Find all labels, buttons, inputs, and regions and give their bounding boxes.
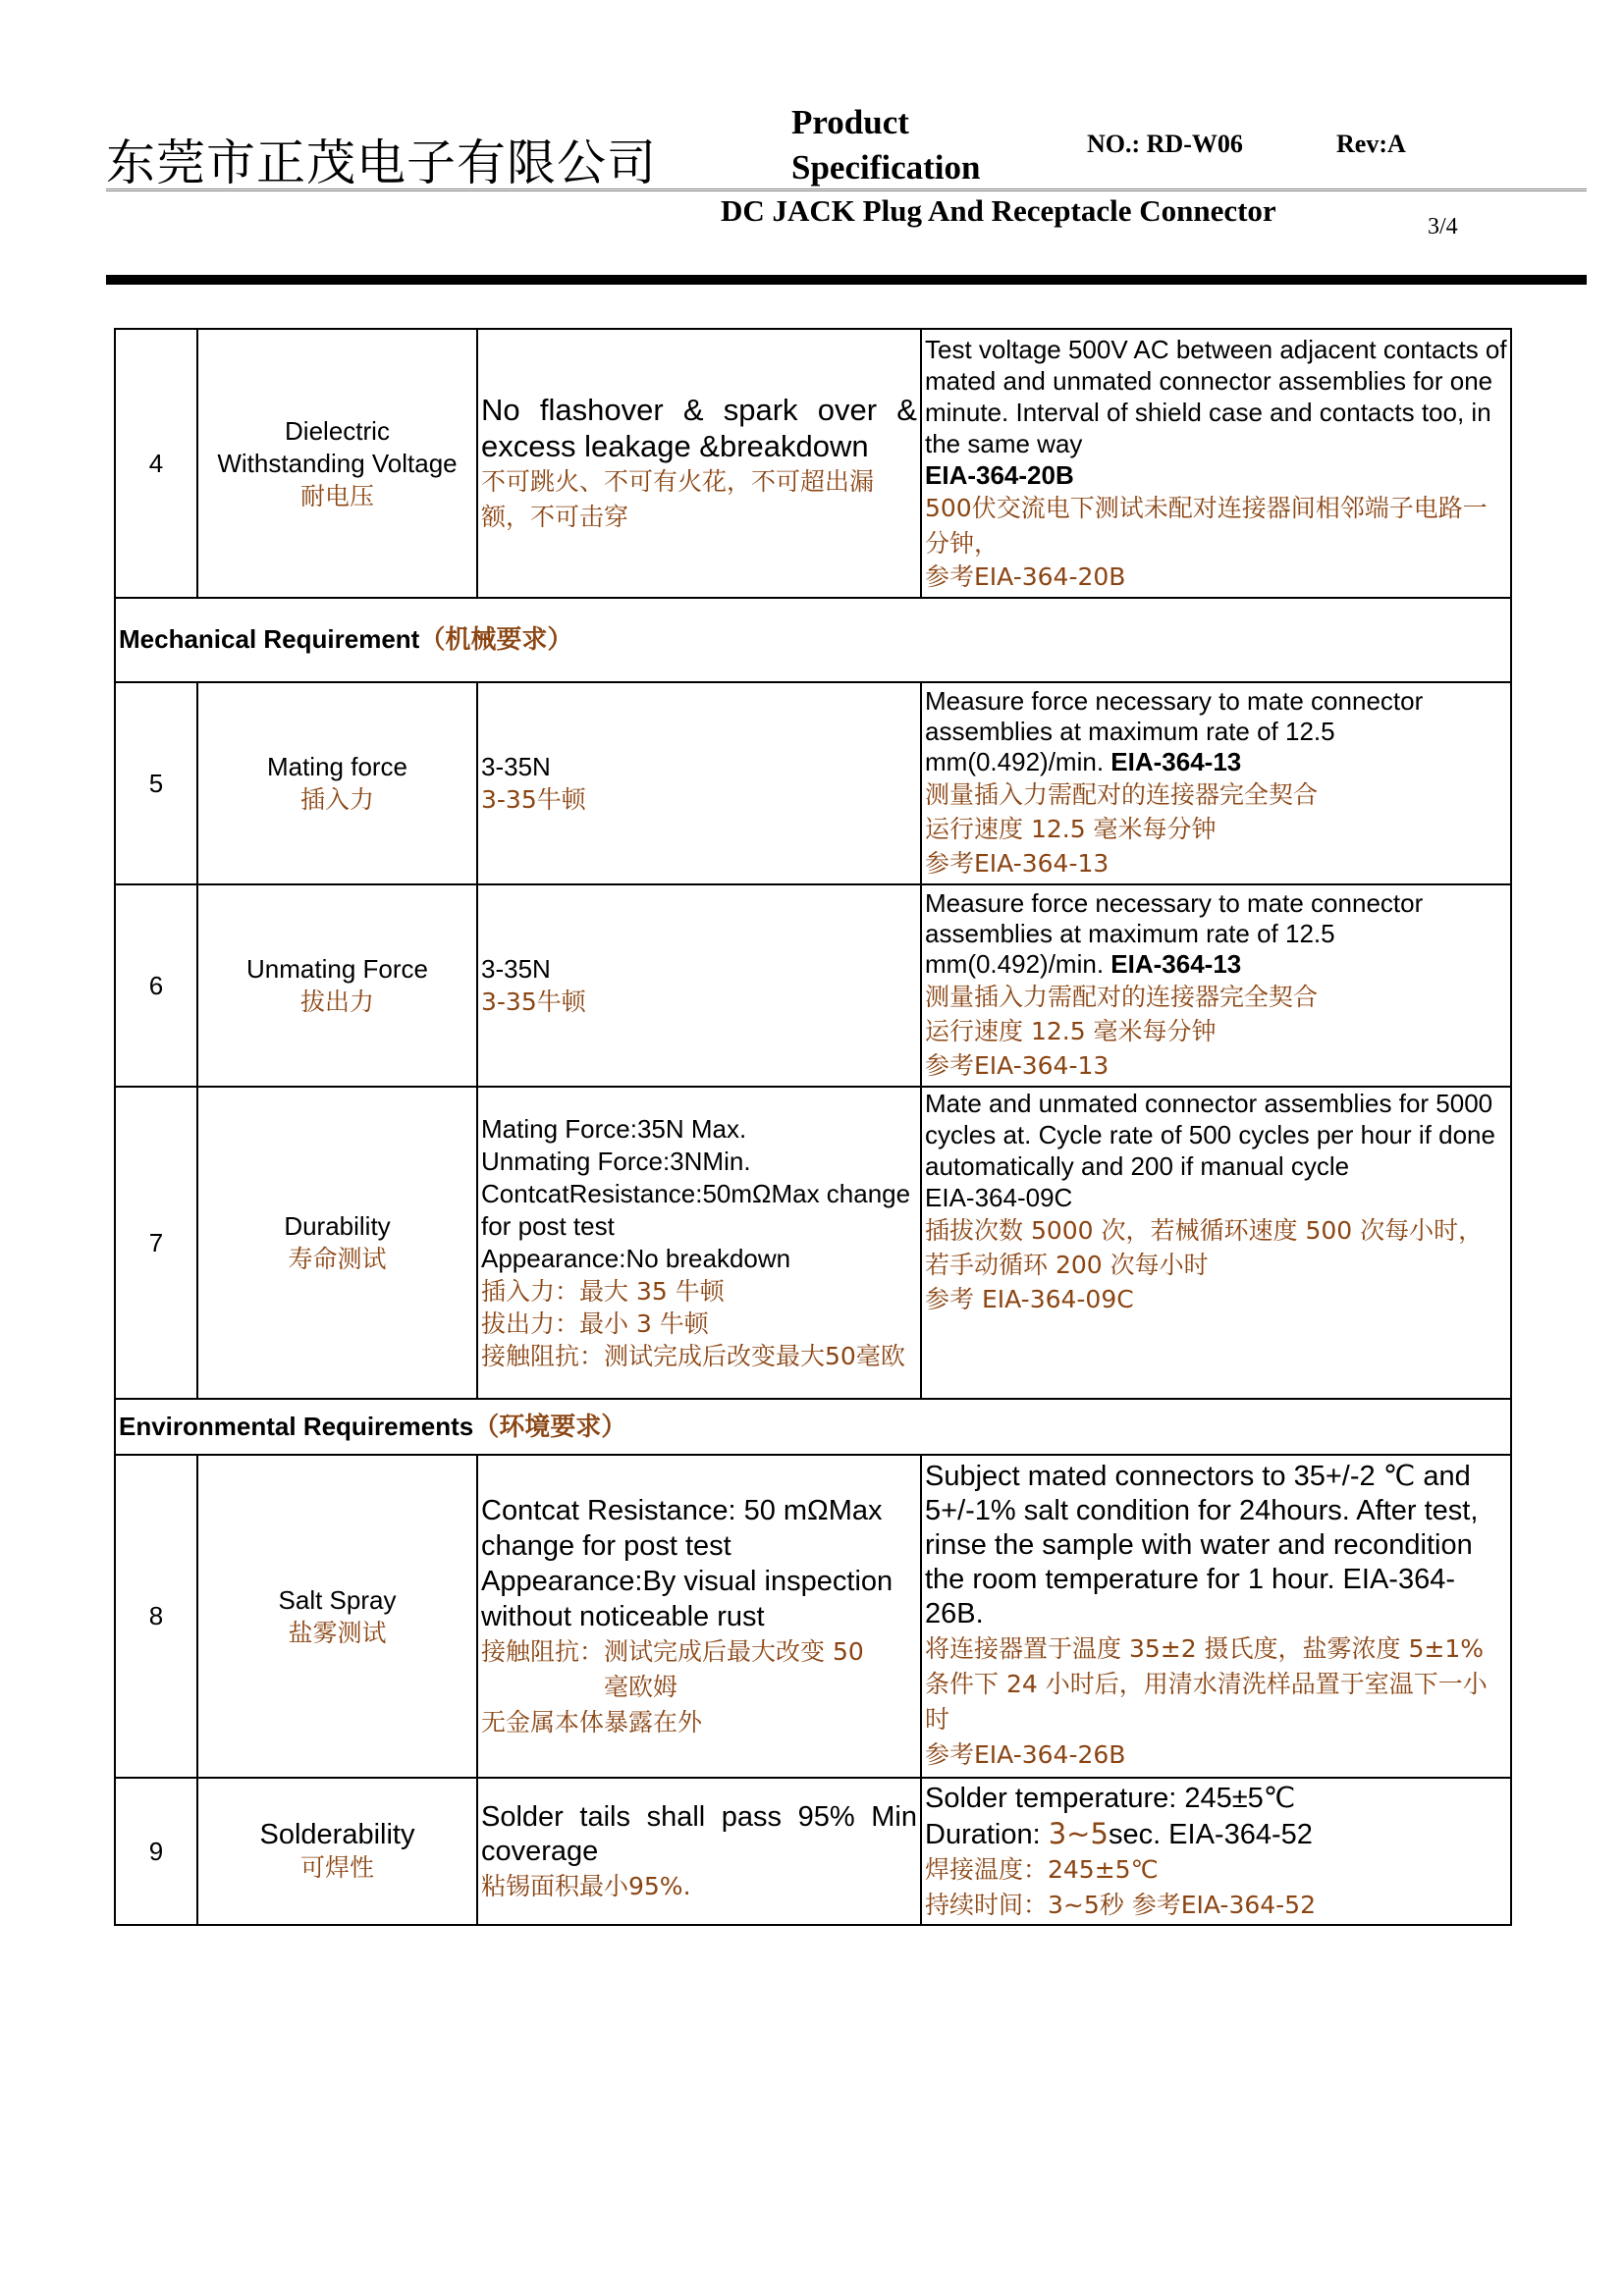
item-name-en: Durability	[284, 1211, 391, 1241]
method-cn: 500伏交流电下测试未配对连接器间相邻端子电路一分钟，	[925, 494, 1488, 558]
requirement-cell	[477, 329, 921, 598]
item-number: 7	[115, 1087, 197, 1399]
item-name-en: Salt Spray	[278, 1584, 397, 1615]
item-number: 4	[115, 329, 197, 598]
table-row	[115, 1455, 1511, 1778]
item-name-en: Withstanding Voltage	[217, 448, 458, 478]
company-name: 东莞市正茂电子有限公司	[106, 134, 657, 191]
requirement-en: Solder tails shall pass 95% Min coverage	[481, 1800, 917, 1867]
specification-table	[114, 328, 1512, 1926]
item-name	[197, 1455, 477, 1778]
requirement-cn: 不可跳火、不可有火花，不可超出漏额，不可击穿	[481, 467, 875, 531]
table-row	[115, 1087, 1511, 1399]
document-number: NO.: RD-W06	[1087, 130, 1243, 158]
table-row	[115, 329, 1511, 598]
method-en: Mate and unmated connector assemblies for 5000 cycles at. Cycle rate of 500 cycles per hour if done automatically and 200 if manual cycle	[925, 1089, 1495, 1181]
item-name-cn: 盐雾测试	[288, 1618, 387, 1647]
item-name	[197, 1778, 477, 1925]
item-name-en: Dielectric	[285, 415, 390, 446]
requirement-en: No flashover & spark over & excess leakage &breakdown	[481, 393, 917, 463]
requirement-cn: 3-35牛顿	[481, 988, 586, 1016]
test-method-cell	[921, 1778, 1511, 1925]
item-name-cn: 插入力	[299, 785, 374, 814]
item-number: 9	[115, 1778, 197, 1925]
method-cn: 参考 EIA-364-09C	[925, 1285, 1134, 1313]
section-title-en: Mechanical Requirement	[119, 624, 420, 654]
requirement-cn: 无金属本体暴露在外	[481, 1707, 703, 1736]
method-en: Solder temperature: 245±5℃	[925, 1782, 1296, 1814]
test-method-cell	[921, 682, 1511, 884]
item-name-en: Unmating Force	[246, 954, 428, 984]
section-title	[115, 598, 1511, 682]
method-cn: 焊接温度：245±5℃	[925, 1854, 1159, 1884]
section-title-cn: （机械要求）	[419, 625, 573, 655]
item-name-en: Solderability	[259, 1819, 415, 1850]
method-cn: 插拔次数 5000 次，若械循环速度 500 次每小时，若手动循环 200 次每小时	[925, 1216, 1484, 1279]
method-standard: EIA-364-13	[1110, 747, 1242, 776]
method-en: Measure force necessary to mate connector assemblies at maximum rate of 12.5 mm(0.492)/min.	[925, 888, 1424, 979]
requirement-cn: 接触阻抗：测试完成后最大改变 50	[481, 1636, 864, 1666]
method-cn: 将连接器置于温度 35±2 摄氏度，盐雾浓度 5±1%条件下 24 小时后，用清水清洗样品置于室温下一小时	[925, 1634, 1488, 1734]
table-row	[115, 682, 1511, 884]
requirement-cn: 插入力：最大 35 牛顿	[481, 1277, 725, 1306]
method-en: Subject mated connectors to 35+/-2 ℃ and 5+/-1% salt condition for 24hours. After test, rinse the sample with water and recondition the room temperature for 1 hour. EIA-364-26B.	[925, 1461, 1479, 1629]
item-name-cn: 耐电压	[299, 481, 374, 510]
table-row	[115, 884, 1511, 1087]
method-en: Test voltage 500V AC between adjacent contacts of mated and unmated connector assemblies for one minute. Interval of shield case and contacts too, in the same way	[925, 335, 1507, 458]
test-method-cell	[921, 329, 1511, 598]
method-cn: 参考EIA-364-20B	[925, 562, 1126, 591]
method-cn: 测量插入力需配对的连接器完全契合	[925, 983, 1319, 1011]
requirement-cell	[477, 1087, 921, 1399]
method-standard: EIA-364-13	[1110, 949, 1242, 979]
requirement-cell	[477, 884, 921, 1087]
item-name	[197, 329, 477, 598]
item-number: 6	[115, 884, 197, 1087]
requirement-cell	[477, 1455, 921, 1778]
requirement-cn: 粘锡面积最小95%.	[481, 1871, 691, 1900]
section-title-cn: （环境要求）	[473, 1412, 627, 1442]
requirement-en: Appearance:No breakdown	[481, 1244, 791, 1273]
section-title	[115, 1399, 1511, 1455]
method-standard: EIA-364-09C	[925, 1183, 1073, 1212]
requirement-cn: 毫欧姆	[604, 1672, 678, 1701]
method-cn: 运行速度 12.5 毫米每分钟	[925, 815, 1217, 843]
requirement-en: 3-35N	[481, 752, 551, 781]
header-thick-rule	[106, 275, 1587, 285]
requirement-en: ContcatResistance:50mΩMax change for post test	[481, 1179, 911, 1241]
item-name	[197, 884, 477, 1087]
requirement-en: Appearance:By visual inspection without noticeable rust	[481, 1565, 893, 1632]
method-cn: 持续时间：3~5秒 参考EIA-364-52	[925, 1890, 1316, 1919]
item-number: 8	[115, 1455, 197, 1778]
product-title-line2: Specification	[791, 148, 981, 187]
requirement-cn: 接触阻抗：测试完成后改变最大50毫欧	[481, 1342, 905, 1370]
test-method-cell	[921, 1455, 1511, 1778]
item-name-cn: 可焊性	[299, 1853, 374, 1882]
method-cn: 参考EIA-364-26B	[925, 1740, 1126, 1769]
item-name-cn: 拔出力	[299, 988, 374, 1016]
requirement-en: Unmating Force:3NMin.	[481, 1147, 751, 1176]
item-name-cn: 寿命测试	[288, 1245, 387, 1273]
test-method-cell	[921, 884, 1511, 1087]
document-subtitle: DC JACK Plug And Receptacle Connector	[721, 193, 1276, 228]
section-title-en: Environmental Requirements	[119, 1411, 474, 1441]
revision: Rev:A	[1336, 130, 1406, 158]
method-en-part: Duration:	[925, 1818, 1049, 1850]
table-row	[115, 1778, 1511, 1925]
requirement-en: Contcat Resistance: 50 mΩMax change for post test	[481, 1494, 883, 1562]
method-cn: 参考EIA-364-13	[925, 849, 1110, 878]
section-header-row	[115, 598, 1511, 682]
method-cn: 参考EIA-364-13	[925, 1051, 1110, 1080]
method-duration-value: 3~5	[1048, 1816, 1109, 1850]
requirement-cn: 拔出力：最小 3 牛顿	[481, 1309, 709, 1338]
method-en-part: sec. EIA-364-52	[1108, 1818, 1313, 1850]
product-specification-title	[791, 100, 980, 190]
item-number: 5	[115, 682, 197, 884]
method-cn: 测量插入力需配对的连接器完全契合	[925, 780, 1319, 809]
item-name-en: Mating force	[266, 752, 408, 781]
requirement-en: Mating Force:35N Max.	[481, 1114, 747, 1144]
page-number: 3/4	[1428, 214, 1458, 240]
item-name	[197, 682, 477, 884]
header-divider	[106, 188, 1587, 191]
item-name	[197, 1087, 477, 1399]
section-header-row	[115, 1399, 1511, 1455]
method-standard: EIA-364-20B	[925, 460, 1074, 490]
requirement-en: 3-35N	[481, 954, 551, 984]
product-title-line1: Product	[791, 103, 909, 141]
method-en	[925, 1816, 1507, 1852]
method-cn: 运行速度 12.5 毫米每分钟	[925, 1017, 1217, 1045]
requirement-cell	[477, 682, 921, 884]
requirement-cell	[477, 1778, 921, 1925]
method-en: Measure force necessary to mate connector assemblies at maximum rate of 12.5 mm(0.492)/min.	[925, 686, 1424, 776]
test-method-cell	[921, 1087, 1511, 1399]
requirement-cn: 3-35牛顿	[481, 785, 586, 814]
